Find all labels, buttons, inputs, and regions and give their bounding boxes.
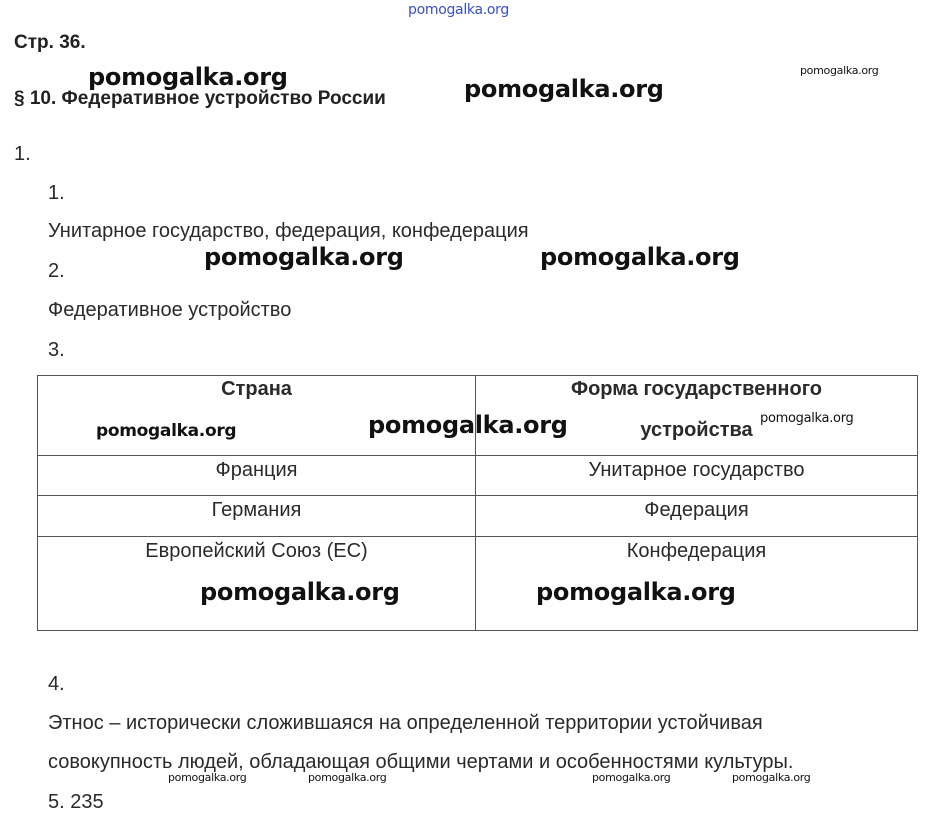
watermark: pomogalka.org — [96, 421, 237, 441]
question-2-number: 2. — [48, 260, 65, 282]
header-country: Страна — [221, 378, 292, 400]
watermark: pomogalka.org — [536, 578, 736, 606]
watermark: pomogalka.org — [200, 578, 400, 606]
watermark: pomogalka.org — [308, 771, 387, 784]
government-form: Конфедерация — [626, 539, 767, 562]
question-1-answer: Унитарное государство, федерация, конфедерация — [48, 220, 529, 242]
table-cell — [476, 496, 918, 536]
table-cell — [38, 456, 476, 496]
question-4-answer-line2: совокупность людей, обладающая общими чертами и особенностями культуры. — [48, 751, 794, 773]
watermark: pomogalka.org — [540, 243, 740, 271]
page-number: Стр. 36. — [14, 32, 86, 53]
task-number: 1. — [14, 143, 31, 165]
watermark: pomogalka.org — [800, 64, 879, 77]
country-name: Франция — [215, 459, 298, 482]
watermark: pomogalka.org — [88, 63, 288, 91]
table-row — [38, 496, 918, 536]
question-1-number: 1. — [48, 182, 65, 204]
table-row — [38, 536, 918, 630]
watermark: pomogalka.org — [464, 75, 664, 103]
table-row — [38, 456, 918, 496]
country-name: Европейский Союз (ЕС) — [145, 539, 368, 562]
header-form-line1: Форма государственного — [571, 378, 822, 400]
watermark: pomogalka.org — [732, 771, 811, 784]
section-title: § 10. Федеративное устройство России — [14, 88, 386, 109]
watermark: pomogalka.org — [760, 411, 854, 426]
country-name: Германия — [211, 499, 302, 522]
question-5-answer: 5. 235 — [48, 791, 104, 813]
table-cell — [476, 456, 918, 496]
header-form-line2: устройства — [640, 419, 753, 441]
watermark-top: pomogalka.org — [408, 2, 509, 18]
question-4-number: 4. — [48, 673, 65, 695]
question-2-answer: Федеративное устройство — [48, 299, 292, 321]
watermark: pomogalka.org — [592, 771, 671, 784]
watermark: pomogalka.org — [368, 411, 568, 439]
watermark: pomogalka.org — [204, 243, 404, 271]
question-3-number: 3. — [48, 339, 65, 361]
table-cell — [38, 496, 476, 536]
question-4-answer-line1: Этнос – исторически сложившаяся на определенной территории устойчивая — [48, 712, 763, 734]
government-form: Унитарное государство — [588, 459, 805, 482]
watermark: pomogalka.org — [168, 771, 247, 784]
government-form: Федерация — [644, 499, 749, 522]
